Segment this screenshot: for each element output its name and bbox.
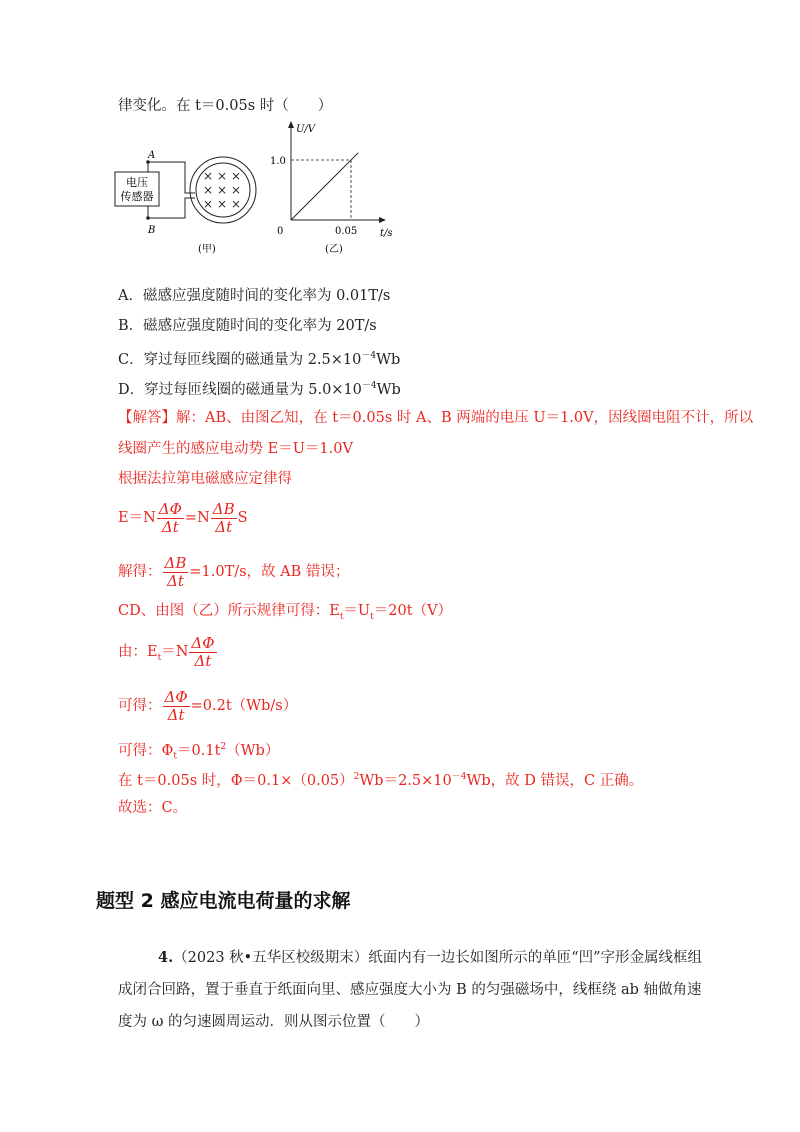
cd-end: ＝20t（V） — [373, 603, 453, 619]
option-d-exp: －4 — [361, 381, 377, 391]
graph-yi — [270, 121, 393, 255]
svg-text:×: × — [203, 183, 214, 197]
solution-tag: 【解答】 — [118, 410, 176, 426]
eq2-fraction — [163, 555, 189, 590]
option-b: B．磁感应强度随时间的变化率为 20T/s — [118, 318, 377, 334]
final-end: Wb，故 D 错误，C 正确。 — [466, 772, 644, 789]
eq5-mid: ＝0.1t — [177, 742, 221, 759]
eq1-mid: =N — [184, 510, 210, 526]
eq3-sub: t — [157, 652, 162, 663]
eq3-den: Δt — [194, 651, 212, 670]
eq2-den: Δt — [166, 571, 184, 590]
option-c-unit: Wb — [376, 351, 401, 368]
final-mid: Wb＝2.5×10 — [359, 772, 452, 789]
final-pre: 在 t＝0.05s 时，Φ＝0.1×（0.05） — [118, 772, 354, 789]
final-sup1: 2 — [353, 772, 360, 782]
eq4-suffix: =0.2t（Wb/s） — [190, 698, 298, 714]
equation-flux — [118, 737, 279, 767]
option-c — [118, 346, 400, 370]
svg-text:×: × — [231, 197, 242, 211]
equation-flux-rate — [118, 688, 297, 724]
option-d-unit: Wb — [376, 381, 401, 398]
sensor-label-line1: 电压 — [126, 176, 148, 189]
eq2-prefix: 解得： — [118, 564, 162, 580]
x-tick-label: 0.05 — [335, 226, 358, 237]
y-tick-label: 1.0 — [270, 156, 286, 167]
eq5-pre: 可得：Φ — [118, 742, 174, 759]
eq1-fraction-field — [211, 501, 237, 536]
solution-answer: 故选：C。 — [118, 800, 188, 816]
solution-line3: 根据法拉第电磁感应定律得 — [118, 471, 292, 487]
eq1-suffix: S — [237, 510, 248, 526]
equation-emf — [118, 634, 218, 676]
eq1-prefix: E＝N — [118, 510, 156, 526]
solution-final — [118, 767, 643, 791]
solution-line1 — [118, 408, 753, 428]
eq2-num: ΔB — [164, 553, 187, 572]
circuit-diagram — [115, 150, 256, 255]
caption-yi: (乙) — [325, 244, 343, 255]
svg-text:×: × — [231, 169, 242, 183]
eq5-sub: t — [173, 751, 178, 762]
eq1-fraction-flux — [157, 501, 184, 536]
svg-text:×: × — [217, 183, 228, 197]
question-stem-tail: 律变化。在 t＝0.05s 时（ ） — [118, 98, 333, 114]
section-heading: 题型 2 感应电流电荷量的求解 — [96, 890, 351, 912]
eq4-num: ΔΦ — [164, 687, 188, 706]
svg-text:×: × — [217, 169, 228, 183]
option-c-exp: －4 — [361, 351, 377, 361]
option-a: A．磁感应强度随时间的变化率为 0.01T/s — [118, 288, 391, 304]
label-a: A — [148, 150, 156, 161]
equation-rate — [118, 554, 349, 590]
option-d-text: D．穿过每匝线圈的磁通量为 5.0×10 — [118, 381, 362, 398]
eq4-prefix: 可得： — [118, 698, 162, 714]
eq2-suffix: =1.0T/s，故 AB 错误； — [189, 564, 350, 580]
solution-line-cd — [118, 601, 452, 627]
origin-label: 0 — [277, 226, 284, 237]
eq1-den2: Δt — [215, 517, 233, 536]
sensor-label-line2: 传感器 — [120, 190, 154, 203]
cd-sub1: t — [339, 611, 344, 622]
cd-mid: ＝U — [343, 603, 371, 619]
question-4-number: 4. — [158, 949, 174, 966]
eq5-sup: 2 — [220, 742, 227, 752]
wire-bottom — [148, 198, 195, 218]
y-axis-arrow — [288, 121, 294, 128]
data-line — [291, 153, 358, 220]
question-4-text: （2023 秋•五华区校级期末）纸面内有一边长如图所示的单匝“凹”字形金属线框组成闭合回路，置于垂直于纸面向里、感应强度大小为 B 的匀强磁场中，线框绕 ab 轴做角速度为 ω 的匀速圆周运动．则从图示位置（ ） — [118, 950, 703, 1030]
svg-text:×: × — [217, 197, 228, 211]
eq3-fraction — [189, 635, 216, 670]
cd-pre: CD、由图（乙）所示规律可得：E — [118, 603, 340, 619]
eq1-den1: Δt — [161, 517, 179, 536]
wire-top — [148, 162, 195, 193]
svg-text:×: × — [231, 183, 242, 197]
svg-text:×: × — [203, 197, 214, 211]
solution-line2: 线圈产生的感应电动势 E＝U＝1.0V — [118, 441, 353, 457]
equation-faraday — [118, 500, 248, 536]
eq3-pre: 由：E — [118, 644, 158, 660]
cd-sub2: t — [370, 611, 374, 622]
x-axis-label: t/s — [380, 228, 393, 239]
eq1-num1: ΔΦ — [158, 499, 182, 518]
option-c-text: C．穿过每匝线圈的磁通量为 2.5×10 — [118, 351, 362, 368]
eq1-num2: ΔB — [212, 499, 235, 518]
solution-line1-text: 解：AB、由图乙知，在 t＝0.05s 时 A、B 两端的电压 U＝1.0V，因线圈电阻不计，所以 — [176, 410, 754, 426]
magnetic-field-crosses — [203, 169, 241, 211]
eq4-fraction — [163, 689, 190, 724]
x-axis-arrow — [379, 217, 386, 223]
eq4-den: Δt — [167, 705, 185, 724]
option-d — [118, 376, 401, 400]
eq3-mid: ＝N — [161, 644, 189, 660]
svg-text:×: × — [203, 169, 214, 183]
terminal-b — [146, 216, 150, 220]
eq5-end: （Wb） — [226, 742, 280, 759]
question-4 — [118, 942, 708, 1038]
caption-jia: (甲) — [198, 244, 216, 255]
final-sup2: －4 — [451, 772, 467, 782]
label-b: B — [148, 225, 156, 236]
eq3-num: ΔΦ — [191, 633, 215, 652]
y-axis-label: U/V — [296, 124, 316, 135]
figure — [110, 120, 430, 260]
